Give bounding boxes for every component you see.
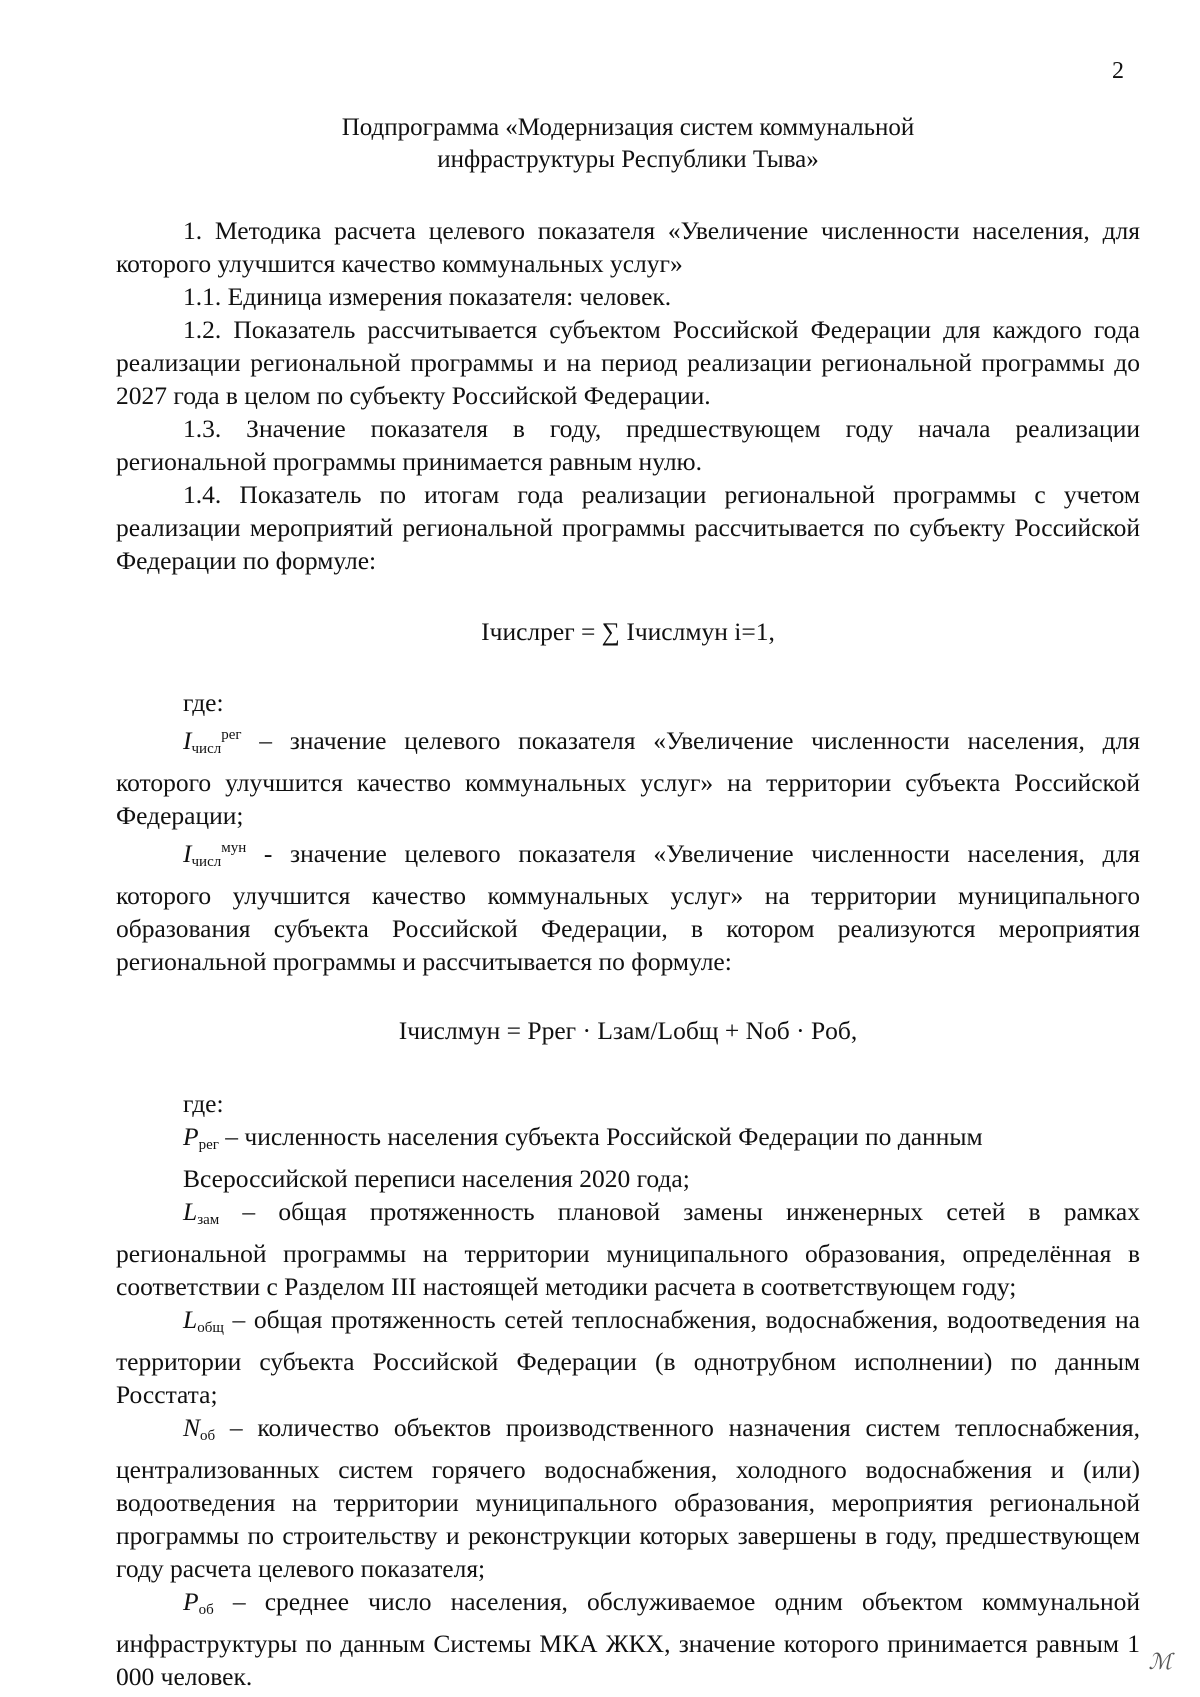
subscript: об — [198, 1602, 214, 1618]
formula-regional: Iчислрег = ∑ Iчислмун i=1, — [481, 617, 775, 646]
definition-text: - значение целевого показателя «Увеличение численности населения, для которого улучшится качество коммунальных услуг» на территории муниципального образования субъекта Российской Федерации, в котором реализуются мероприятия региональной программы и рассчитывается по формуле: — [116, 839, 1140, 976]
superscript: рег — [221, 727, 242, 743]
definition-p-ob — [116, 1585, 1140, 1693]
symbol-l: L — [183, 1305, 198, 1334]
definition-text: – общая протяженность плановой замены инженерных сетей в рамках региональной программы на территории муниципального образования, определённая в соответствии с Разделом III настоящей методики расчета в соответствующем году; — [116, 1197, 1140, 1301]
subscript: числ — [191, 741, 222, 757]
document-body — [116, 214, 1140, 1693]
paragraph-1-4: 1.4. Показатель по итогам года реализации региональной программы с учетом реализации мероприятий региональной программы рассчитывается по субъекту Российской Федерации по формуле: — [116, 480, 1140, 575]
superscript: мун — [221, 840, 247, 856]
symbol-p: P — [183, 1122, 199, 1151]
page-number: 2 — [1112, 58, 1124, 84]
where-label-2: где: — [183, 1089, 224, 1118]
handwritten-mark: ℳ — [1148, 1649, 1172, 1674]
paragraph-1-1: 1.1. Единица измерения показателя: человек. — [183, 282, 672, 311]
definition-l-obsh — [116, 1303, 1140, 1411]
definition-text: – численность населения субъекта Российской Федерации по данным — [218, 1122, 983, 1151]
subscript: рег — [198, 1137, 219, 1153]
symbol-i: I — [183, 839, 192, 868]
paragraph-1-2: 1.2. Показатель рассчитывается субъектом Российской Федерации для каждого года реализации региональной программы и на период реализации региональной программы до 2027 года в целом по субъекту Российской Федерации. — [116, 315, 1140, 410]
formula-municipal: Iчислмун = Pрег · Lзам/Lобщ + Nоб · Pоб, — [398, 1016, 858, 1045]
title-line-1: Подпрограмма «Модернизация систем коммунальной — [341, 114, 915, 141]
symbol-n: N — [183, 1413, 201, 1442]
paragraph-1-3: 1.3. Значение показателя в году, предшествующем году начала реализации региональной программы принимается равным нулю. — [116, 414, 1140, 476]
subscript: числ — [191, 854, 222, 870]
title-line-2: инфраструктуры Республики Тыва» — [437, 146, 819, 173]
definition-text: – значение целевого показателя «Увеличение численности населения, для которого улучшится качество коммунальных услуг» на территории субъекта Российской Федерации; — [116, 726, 1140, 830]
where-label-1: где: — [183, 688, 224, 717]
definition-i-reg — [116, 719, 1140, 832]
definition-p-reg — [116, 1120, 1140, 1162]
definition-l-zam — [116, 1195, 1140, 1303]
definition-text: – среднее число населения, обслуживаемое одним объектом коммунальной инфраструктуры по данным Системы МКА ЖКХ, значение которого принимается равным 1 000 человек. — [116, 1587, 1140, 1691]
definition-text: – общая протяженность сетей теплоснабжения, водоснабжения, водоотведения на территории субъекта Российской Федерации (в однотрубном исполнении) по данным Росстата; — [116, 1305, 1140, 1409]
definition-text: – количество объектов производственного назначения систем теплоснабжения, централизованных систем горячего водоснабжения, холодного водоснабжения и (или) водоотведения на территории муниципального образования, мероприятия региональной программы по строительству и реконструкции которых завершены в году, предшествующем году расчета целевого показателя; — [116, 1413, 1140, 1583]
definition-i-mun — [116, 832, 1140, 978]
subscript: об — [200, 1428, 216, 1444]
subscript: зам — [197, 1212, 220, 1228]
definition-p-reg-continued: Всероссийской переписи населения 2020 года; — [183, 1164, 690, 1193]
definition-n-ob — [116, 1411, 1140, 1585]
symbol-p: P — [183, 1587, 199, 1616]
paragraph-1: 1. Методика расчета целевого показателя «Увеличение численности населения, для которого улучшится качество коммунальных услуг» — [116, 216, 1140, 278]
document-title — [0, 112, 1200, 176]
symbol-l: L — [183, 1197, 198, 1226]
subscript: общ — [197, 1320, 224, 1336]
symbol-i: I — [183, 726, 192, 755]
